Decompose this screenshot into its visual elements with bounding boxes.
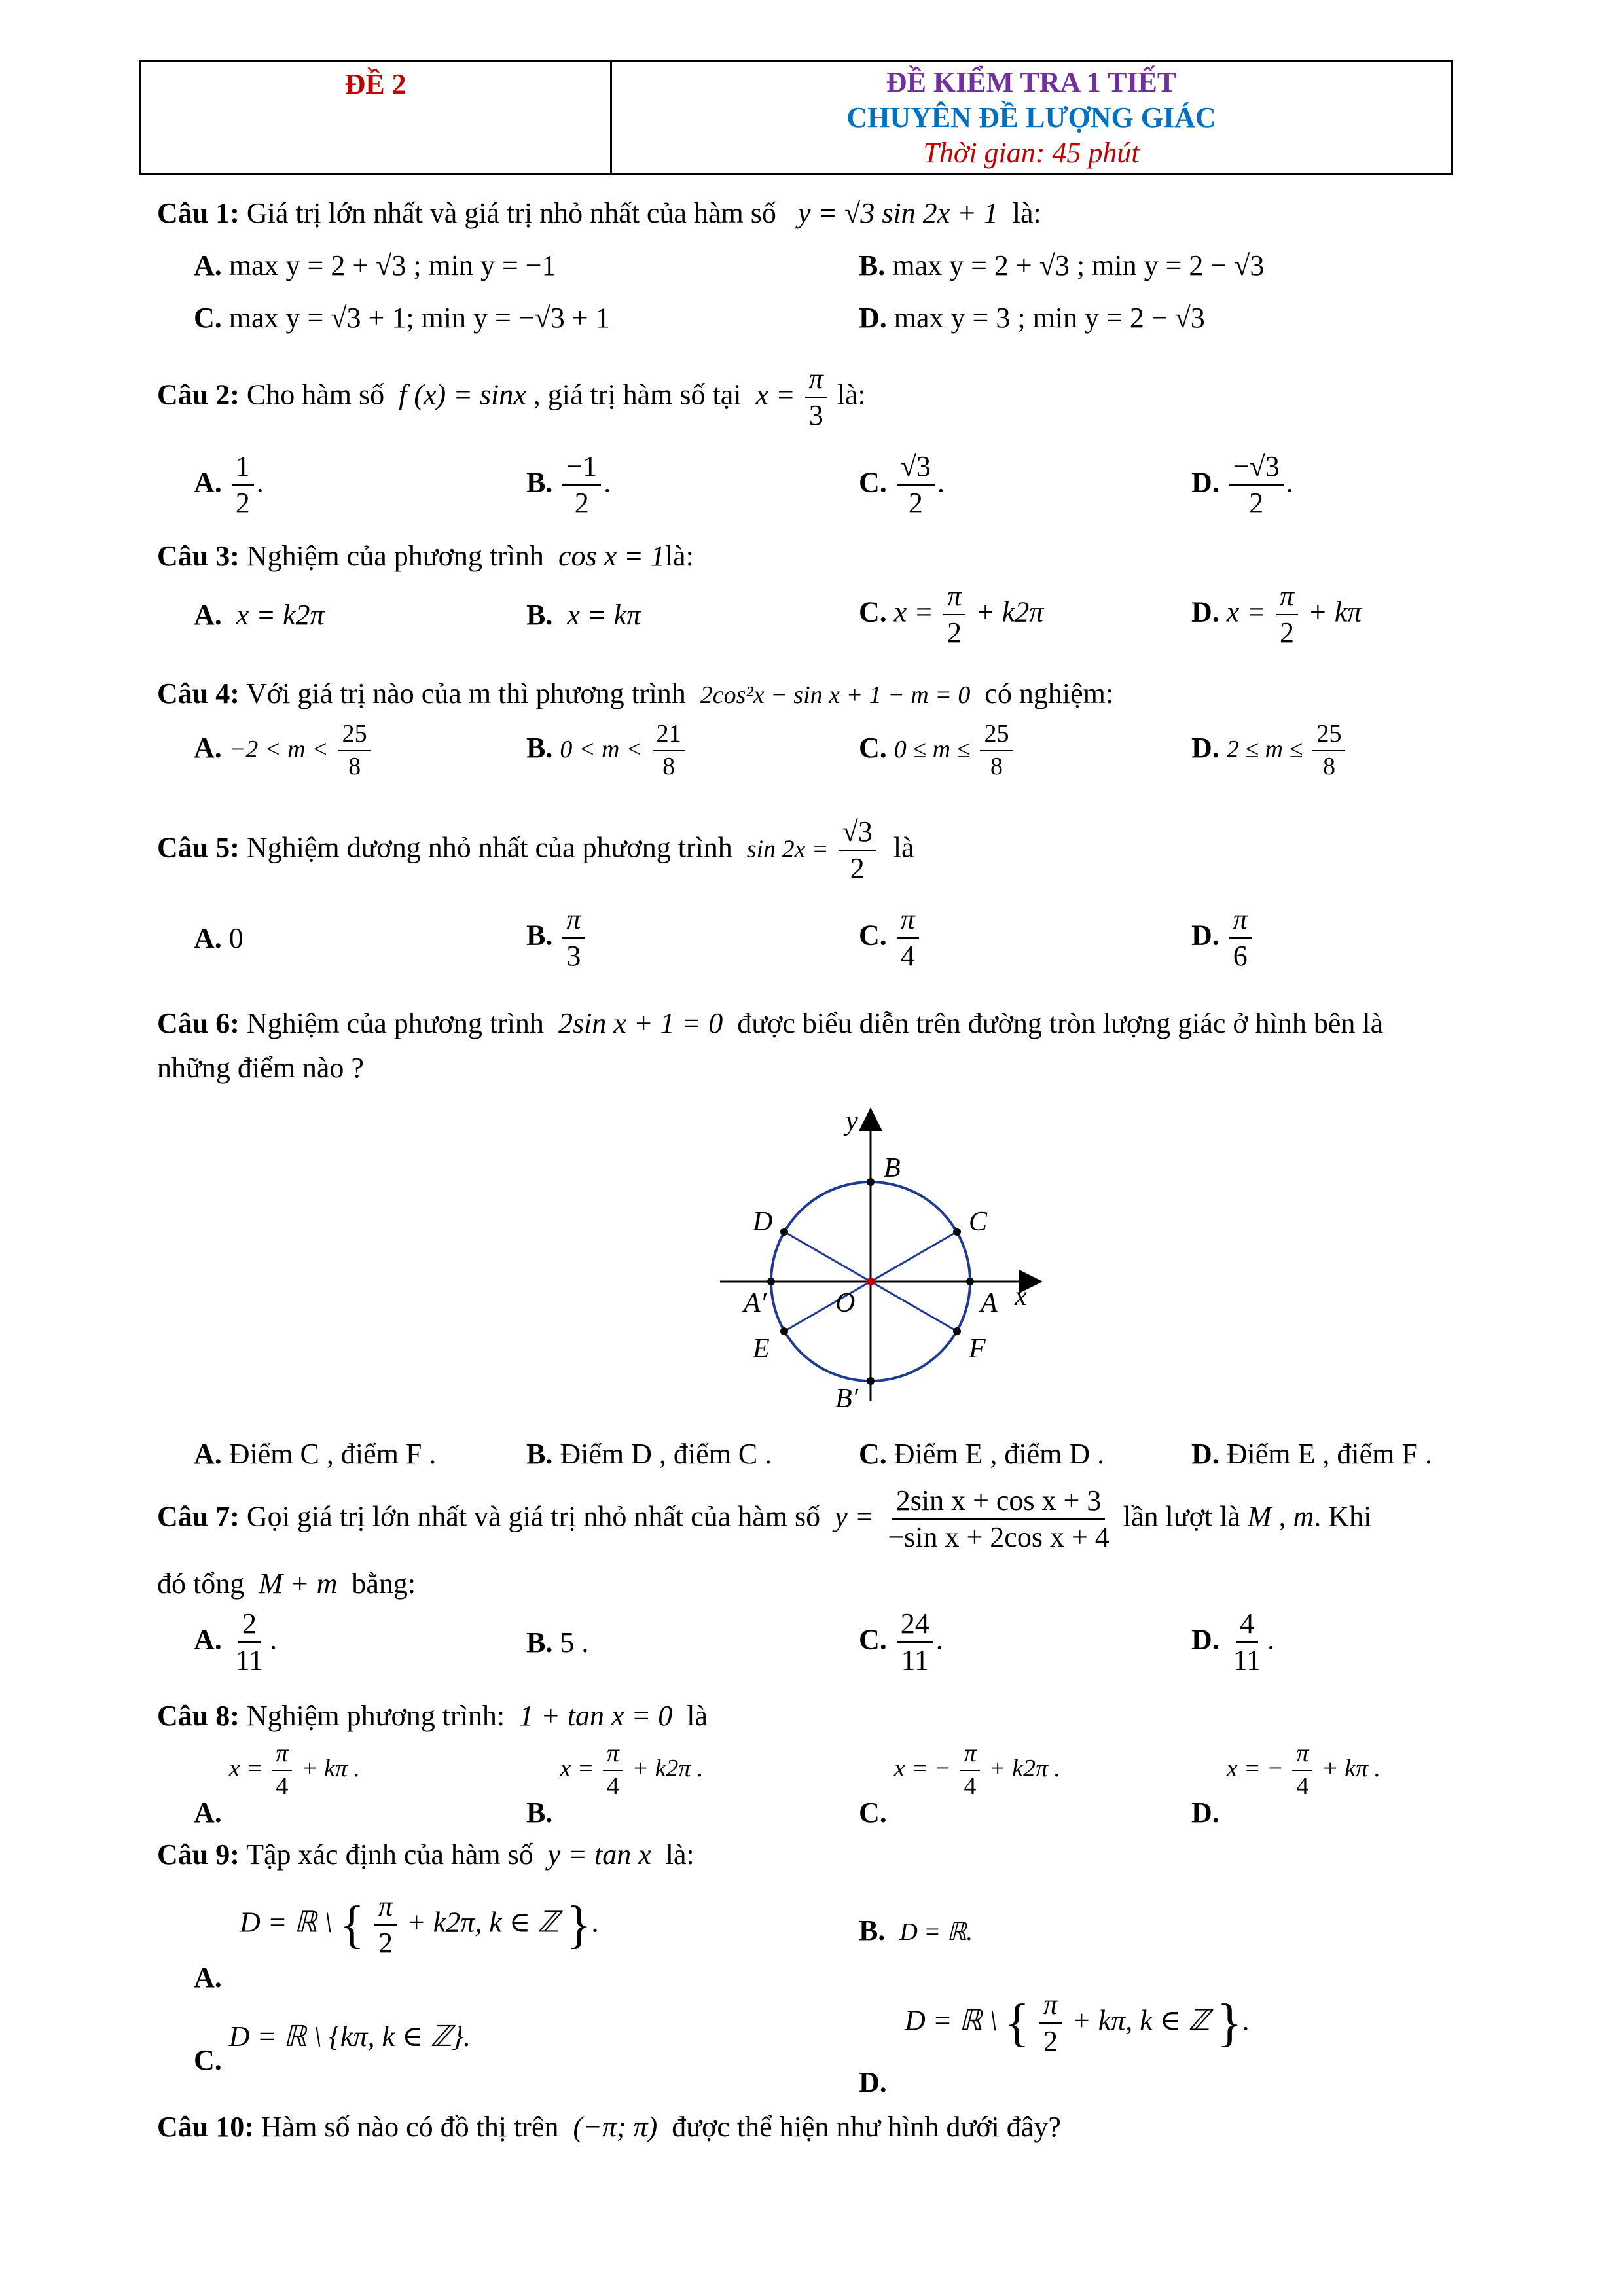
option-text: + kπ bbox=[1308, 596, 1362, 628]
question-10 bbox=[157, 2113, 1061, 2142]
option-letter: D. bbox=[1191, 1438, 1219, 1470]
fraction bbox=[839, 817, 876, 884]
option-letter: C. bbox=[859, 731, 887, 764]
denominator: 2 bbox=[908, 487, 923, 520]
numerator: 24 bbox=[897, 1609, 933, 1643]
fraction bbox=[603, 1741, 623, 1800]
option-text: Điểm E , điểm D . bbox=[893, 1438, 1105, 1470]
question-3 bbox=[157, 542, 694, 571]
period: . bbox=[604, 466, 611, 499]
formula: y = tan x bbox=[547, 1839, 651, 1871]
option-text: D = ℝ \ bbox=[905, 2004, 998, 2037]
option-d[interactable] bbox=[1191, 1609, 1274, 1676]
option-c[interactable] bbox=[194, 304, 610, 332]
option-d[interactable] bbox=[859, 2068, 887, 2097]
formula: M + m bbox=[259, 1568, 338, 1600]
option-text: + k2π . bbox=[988, 1754, 1061, 1782]
question-text: những điểm nào ? bbox=[157, 1052, 364, 1084]
question-text: bằng: bbox=[352, 1568, 416, 1600]
option-text: + kπ, k ∈ ℤ bbox=[1072, 2004, 1210, 2037]
fraction bbox=[653, 721, 685, 780]
fraction bbox=[960, 1741, 980, 1800]
point-C bbox=[953, 1228, 961, 1236]
point-E bbox=[780, 1327, 788, 1335]
formula: 2cos²x − sin x + 1 − m = 0 bbox=[700, 681, 971, 709]
fraction bbox=[884, 1486, 1113, 1552]
denominator: 11 bbox=[235, 1644, 264, 1677]
fraction bbox=[980, 721, 1013, 780]
period: . bbox=[270, 1623, 278, 1656]
question-end: là bbox=[893, 831, 914, 864]
denominator: 2 bbox=[850, 852, 865, 885]
period: . bbox=[1267, 1623, 1275, 1656]
header-right-cell bbox=[612, 62, 1451, 173]
question-label: Câu 5: bbox=[157, 831, 240, 864]
option-d[interactable] bbox=[1191, 581, 1362, 648]
right-brace: } bbox=[566, 1896, 592, 1954]
option-b[interactable] bbox=[526, 452, 611, 518]
option-text: + k2π . bbox=[632, 1754, 704, 1782]
option-b[interactable] bbox=[526, 905, 587, 971]
question-text: Tập xác định của hàm số bbox=[246, 1839, 533, 1871]
option-letter: D. bbox=[1191, 466, 1219, 499]
numerator: π bbox=[805, 364, 827, 398]
option-a[interactable] bbox=[194, 721, 374, 780]
numerator: 25 bbox=[1312, 721, 1345, 751]
option-c[interactable] bbox=[859, 581, 1043, 648]
question-end: là: bbox=[837, 378, 866, 411]
option-text: 2 ≤ m ≤ bbox=[1226, 735, 1303, 763]
denominator: 11 bbox=[1233, 1644, 1261, 1677]
question-6-cont bbox=[157, 1054, 364, 1083]
formula: f (x) = sinx bbox=[399, 378, 526, 411]
option-letter: A. bbox=[194, 249, 222, 281]
fraction bbox=[272, 1741, 292, 1800]
option-letter: C. bbox=[194, 2044, 222, 2076]
right-brace: } bbox=[1217, 1994, 1242, 2053]
header-left-cell bbox=[141, 62, 612, 173]
denominator: 8 bbox=[348, 752, 361, 780]
option-text: max y = √3 + 1; min y = −√3 + 1 bbox=[228, 302, 610, 334]
numerator: π bbox=[960, 1741, 980, 1771]
numerator: π bbox=[1229, 905, 1252, 939]
option-text: max y = 3 ; min y = 2 − √3 bbox=[893, 302, 1205, 334]
fraction bbox=[897, 1609, 933, 1676]
numerator: √3 bbox=[839, 817, 876, 851]
label-O: O bbox=[835, 1288, 856, 1318]
option-letter: B. bbox=[526, 1626, 553, 1659]
question-text: Nghiệm dương nhỏ nhất của phương trình bbox=[246, 831, 732, 864]
denominator: 2 bbox=[1043, 2025, 1058, 2058]
option-letter: C. bbox=[859, 1796, 887, 1829]
option-c[interactable] bbox=[859, 1440, 1104, 1469]
question-text: Cho hàm số bbox=[246, 378, 385, 411]
option-a[interactable] bbox=[194, 1440, 436, 1469]
option-letter: B. bbox=[526, 731, 553, 764]
option-text: + kπ . bbox=[1321, 1754, 1381, 1782]
numerator: 4 bbox=[1236, 1609, 1258, 1643]
question-text: Hàm số nào có đồ thị trên bbox=[261, 2111, 559, 2143]
option-a[interactable] bbox=[194, 452, 264, 518]
question-text: đó tổng bbox=[157, 1568, 245, 1600]
option-letter: D. bbox=[859, 2066, 887, 2098]
option-letter: D. bbox=[859, 302, 887, 334]
left-brace: { bbox=[1004, 1994, 1030, 2053]
formula: sin 2x = bbox=[746, 835, 829, 863]
label-E: E bbox=[753, 1334, 770, 1364]
label-A: A bbox=[981, 1288, 998, 1318]
option-letter: C. bbox=[859, 466, 887, 499]
option-a[interactable] bbox=[194, 1740, 360, 1829]
numerator: π bbox=[562, 905, 585, 939]
question-text: Với giá trị nào của m thì phương trình bbox=[246, 677, 686, 709]
question-label: Câu 10: bbox=[157, 2111, 254, 2143]
denominator: 4 bbox=[964, 1772, 977, 1800]
question-end: là: bbox=[664, 540, 694, 572]
option-c[interactable] bbox=[859, 1609, 943, 1676]
option-d[interactable] bbox=[1191, 1440, 1432, 1469]
point-D bbox=[780, 1228, 788, 1236]
option-letter: C. bbox=[859, 1623, 887, 1656]
denominator: 2 bbox=[1280, 617, 1295, 649]
formula: y = bbox=[835, 1500, 875, 1533]
option-b[interactable] bbox=[526, 1628, 588, 1657]
denominator: 3 bbox=[566, 940, 581, 973]
option-letter: D. bbox=[1191, 1796, 1219, 1829]
option-text: x = bbox=[893, 596, 934, 628]
question-9 bbox=[157, 1840, 695, 1869]
numerator: 25 bbox=[338, 721, 371, 751]
denominator: 2 bbox=[947, 617, 962, 649]
numerator: √3 bbox=[897, 452, 935, 486]
question-text: Giá trị lớn nhất và giá trị nhỏ nhất của hàm số bbox=[246, 197, 776, 229]
option-a[interactable] bbox=[194, 1609, 277, 1676]
option-letter: C. bbox=[859, 919, 887, 952]
numerator: π bbox=[1276, 581, 1298, 615]
option-b[interactable] bbox=[526, 721, 688, 780]
denominator: 8 bbox=[662, 752, 676, 780]
label-B-prime: B′ bbox=[835, 1384, 858, 1414]
question-text: lần lượt là bbox=[1123, 1500, 1240, 1533]
option-c[interactable] bbox=[859, 452, 945, 518]
period: . bbox=[1242, 2004, 1250, 2037]
question-1 bbox=[157, 199, 1041, 228]
denominator: 6 bbox=[1233, 940, 1248, 973]
question-end: là bbox=[687, 1700, 708, 1732]
option-c[interactable] bbox=[194, 2020, 471, 2076]
formula: (−π; π) bbox=[573, 2111, 658, 2143]
option-text: + k2π bbox=[975, 596, 1044, 628]
formula: y = √3 sin 2x + 1 bbox=[797, 197, 998, 229]
label-A-prime: A′ bbox=[744, 1288, 767, 1318]
numerator: π bbox=[374, 1892, 397, 1926]
question-end: là: bbox=[665, 1839, 695, 1871]
fraction bbox=[1229, 452, 1284, 518]
option-letter: A. bbox=[194, 1796, 222, 1829]
point-B-prime bbox=[867, 1377, 875, 1385]
option-b[interactable] bbox=[859, 251, 1264, 280]
question-5 bbox=[157, 817, 914, 884]
denominator: 2 bbox=[235, 487, 250, 520]
label-C: C bbox=[969, 1207, 988, 1237]
question-end: có nghiệm: bbox=[984, 677, 1114, 709]
formula: x = bbox=[755, 378, 795, 411]
option-letter: A. bbox=[194, 599, 222, 631]
numerator: 21 bbox=[653, 721, 685, 751]
left-brace: { bbox=[339, 1896, 365, 1954]
numerator: π bbox=[603, 1741, 623, 1771]
period: . bbox=[935, 1623, 943, 1656]
fraction bbox=[1039, 1990, 1062, 2056]
question-text: được biểu diễn trên đường tròn lượng giác ở hình bên là bbox=[737, 1007, 1384, 1039]
denominator: 4 bbox=[606, 1772, 619, 1800]
numerator: 2sin x + cos x + 3 bbox=[892, 1486, 1106, 1520]
option-d[interactable] bbox=[1191, 1740, 1381, 1829]
question-text: Nghiệm phương trình: bbox=[246, 1700, 505, 1732]
question-6 bbox=[157, 1009, 1383, 1038]
question-text: . Khi bbox=[1314, 1500, 1372, 1533]
question-4 bbox=[157, 679, 1113, 708]
exam-time: Thời gian: 45 phút bbox=[923, 137, 1140, 169]
numerator: 1 bbox=[232, 452, 254, 486]
formula: 2sin x + 1 = 0 bbox=[558, 1007, 723, 1039]
fraction bbox=[562, 452, 601, 518]
option-d[interactable] bbox=[859, 304, 1205, 332]
fraction bbox=[897, 905, 919, 971]
fraction bbox=[562, 905, 585, 971]
option-b[interactable] bbox=[526, 1440, 772, 1469]
option-text: 5 . bbox=[560, 1626, 589, 1659]
denominator: 4 bbox=[276, 1772, 289, 1800]
denominator: 4 bbox=[1296, 1772, 1309, 1800]
option-a[interactable] bbox=[194, 251, 556, 280]
option-text: x = − bbox=[893, 1754, 951, 1782]
numerator: −√3 bbox=[1229, 452, 1284, 486]
option-text: D = ℝ \ bbox=[240, 1906, 333, 1939]
denominator: −sin x + 2cos x + 4 bbox=[888, 1521, 1110, 1554]
option-letter: B. bbox=[526, 1796, 553, 1829]
fraction bbox=[338, 721, 371, 780]
formula: M , m bbox=[1247, 1500, 1314, 1533]
option-letter: B. bbox=[859, 249, 886, 281]
option-text: D = ℝ. bbox=[899, 1918, 973, 1946]
period: . bbox=[256, 466, 264, 499]
option-d[interactable] bbox=[1191, 721, 1348, 780]
denominator: 2 bbox=[378, 1927, 393, 1960]
option-letter: C. bbox=[859, 1438, 887, 1470]
option-letter: A. bbox=[194, 922, 222, 954]
point-A bbox=[966, 1278, 974, 1285]
formula: 1 + tan x = 0 bbox=[519, 1700, 673, 1732]
question-7-cont bbox=[157, 1570, 416, 1598]
numerator: 25 bbox=[980, 721, 1013, 751]
option-a[interactable] bbox=[194, 601, 325, 630]
question-text: , giá trị hàm số tại bbox=[533, 378, 742, 411]
numerator: 2 bbox=[238, 1609, 261, 1643]
fraction bbox=[232, 452, 254, 518]
question-label: Câu 9: bbox=[157, 1839, 240, 1871]
question-text: được thể hiện như hình dưới đây? bbox=[672, 2111, 1061, 2143]
question-label: Câu 8: bbox=[157, 1700, 240, 1732]
option-letter: A. bbox=[194, 1438, 222, 1470]
point-F bbox=[953, 1327, 961, 1335]
option-a[interactable] bbox=[194, 1964, 222, 1992]
option-d-formula[interactable] bbox=[905, 1990, 1250, 2056]
option-letter: D. bbox=[1191, 596, 1219, 628]
option-c[interactable] bbox=[859, 721, 1015, 780]
option-text: x = k2π bbox=[236, 599, 325, 631]
question-label: Câu 2: bbox=[157, 378, 240, 411]
numerator: π bbox=[272, 1741, 292, 1771]
option-letter: A. bbox=[194, 1623, 222, 1656]
option-letter: A. bbox=[194, 466, 222, 499]
option-d[interactable] bbox=[1191, 905, 1254, 971]
option-text: 0 ≤ m ≤ bbox=[893, 735, 971, 763]
option-text: x = kπ bbox=[567, 599, 641, 631]
header-table bbox=[139, 60, 1453, 175]
numerator: π bbox=[943, 581, 965, 615]
question-text: Nghiệm của phương trình bbox=[246, 540, 544, 572]
option-text: Điểm D , điểm C . bbox=[560, 1438, 772, 1470]
option-letter: B. bbox=[526, 599, 553, 631]
question-label: Câu 7: bbox=[157, 1500, 240, 1533]
option-text: x = bbox=[560, 1754, 594, 1782]
option-text: x = bbox=[228, 1754, 263, 1782]
label-B: B bbox=[884, 1153, 901, 1183]
fraction bbox=[1312, 721, 1345, 780]
option-letter: B. bbox=[526, 919, 553, 952]
label-D: D bbox=[753, 1207, 773, 1237]
denominator: 11 bbox=[901, 1644, 929, 1677]
unit-circle-figure bbox=[707, 1106, 1060, 1440]
option-text: Điểm C , điểm F . bbox=[228, 1438, 437, 1470]
denominator: 8 bbox=[990, 752, 1003, 780]
option-letter: A. bbox=[194, 731, 222, 764]
option-d[interactable] bbox=[1191, 452, 1293, 518]
fraction bbox=[1276, 581, 1298, 648]
option-letter: D. bbox=[1191, 731, 1219, 764]
question-text: Gọi giá trị lớn nhất và giá trị nhỏ nhất của hàm số bbox=[246, 1500, 821, 1533]
option-letter: C. bbox=[859, 596, 887, 628]
option-a[interactable] bbox=[194, 924, 244, 953]
denominator: 4 bbox=[900, 940, 915, 973]
option-letter: D. bbox=[1191, 919, 1219, 952]
label-y: y bbox=[846, 1106, 858, 1136]
option-a-formula[interactable] bbox=[240, 1892, 599, 1958]
option-letter: B. bbox=[526, 466, 553, 499]
numerator: π bbox=[897, 905, 919, 939]
label-x: x bbox=[1015, 1282, 1027, 1312]
fraction bbox=[1229, 1609, 1265, 1676]
exam-code: ĐỀ 2 bbox=[344, 68, 406, 100]
question-label: Câu 6: bbox=[157, 1007, 240, 1039]
option-letter: A. bbox=[194, 1962, 222, 1994]
formula: cos x = 1 bbox=[558, 540, 665, 572]
question-end: là: bbox=[1012, 197, 1041, 229]
period: . bbox=[937, 466, 945, 499]
option-letter: B. bbox=[859, 1914, 886, 1946]
option-letter: D. bbox=[1191, 1623, 1219, 1656]
fraction bbox=[943, 581, 965, 648]
fraction bbox=[897, 452, 935, 518]
point-A-prime bbox=[767, 1278, 775, 1285]
option-text: 0 bbox=[228, 922, 244, 954]
denominator: 3 bbox=[808, 399, 823, 432]
question-2 bbox=[157, 364, 866, 431]
period: . bbox=[1286, 466, 1293, 499]
option-text: 0 < m < bbox=[560, 735, 643, 763]
fraction bbox=[232, 1609, 267, 1676]
fraction bbox=[1292, 1741, 1312, 1800]
exam-title: ĐỀ KIỂM TRA 1 TIẾT bbox=[886, 66, 1177, 98]
question-7 bbox=[157, 1486, 1371, 1552]
numerator: π bbox=[1039, 1990, 1062, 2024]
denominator: 2 bbox=[1249, 487, 1264, 520]
option-text: + k2π, k ∈ ℤ bbox=[406, 1906, 560, 1939]
option-text: max y = 2 + √3 ; min y = 2 − √3 bbox=[892, 249, 1265, 281]
denominator: 8 bbox=[1322, 752, 1335, 780]
point-B bbox=[867, 1178, 875, 1186]
origin-point bbox=[867, 1278, 875, 1285]
option-text: D = ℝ \ {kπ, k ∈ ℤ}. bbox=[228, 2020, 471, 2053]
option-text: x = bbox=[1226, 596, 1267, 628]
period: . bbox=[591, 1906, 599, 1939]
option-text: Điểm E , điểm F . bbox=[1226, 1438, 1432, 1470]
option-text: x = − bbox=[1226, 1754, 1284, 1782]
option-letter: B. bbox=[526, 1438, 553, 1470]
option-c[interactable] bbox=[859, 905, 922, 971]
question-8 bbox=[157, 1702, 708, 1731]
option-c[interactable] bbox=[859, 1740, 1061, 1829]
option-text: + kπ . bbox=[300, 1754, 360, 1782]
exam-subtitle: CHUYÊN ĐỀ LƯỢNG GIÁC bbox=[846, 101, 1216, 134]
option-text: −2 < m < bbox=[228, 735, 329, 763]
fraction bbox=[1229, 905, 1252, 971]
question-text: Nghiệm của phương trình bbox=[246, 1007, 544, 1039]
option-b[interactable] bbox=[859, 1916, 973, 1945]
question-label: Câu 1: bbox=[157, 197, 240, 229]
option-b[interactable] bbox=[526, 1740, 704, 1829]
option-letter: C. bbox=[194, 302, 222, 334]
question-label: Câu 4: bbox=[157, 677, 240, 709]
option-text: max y = 2 + √3 ; min y = −1 bbox=[228, 249, 556, 281]
denominator: 2 bbox=[574, 487, 589, 520]
numerator: π bbox=[1292, 1741, 1312, 1771]
option-b[interactable] bbox=[526, 601, 641, 630]
numerator: −1 bbox=[562, 452, 601, 486]
fraction bbox=[374, 1892, 397, 1958]
fraction bbox=[805, 364, 827, 431]
label-F: F bbox=[969, 1334, 986, 1364]
question-label: Câu 3: bbox=[157, 540, 240, 572]
